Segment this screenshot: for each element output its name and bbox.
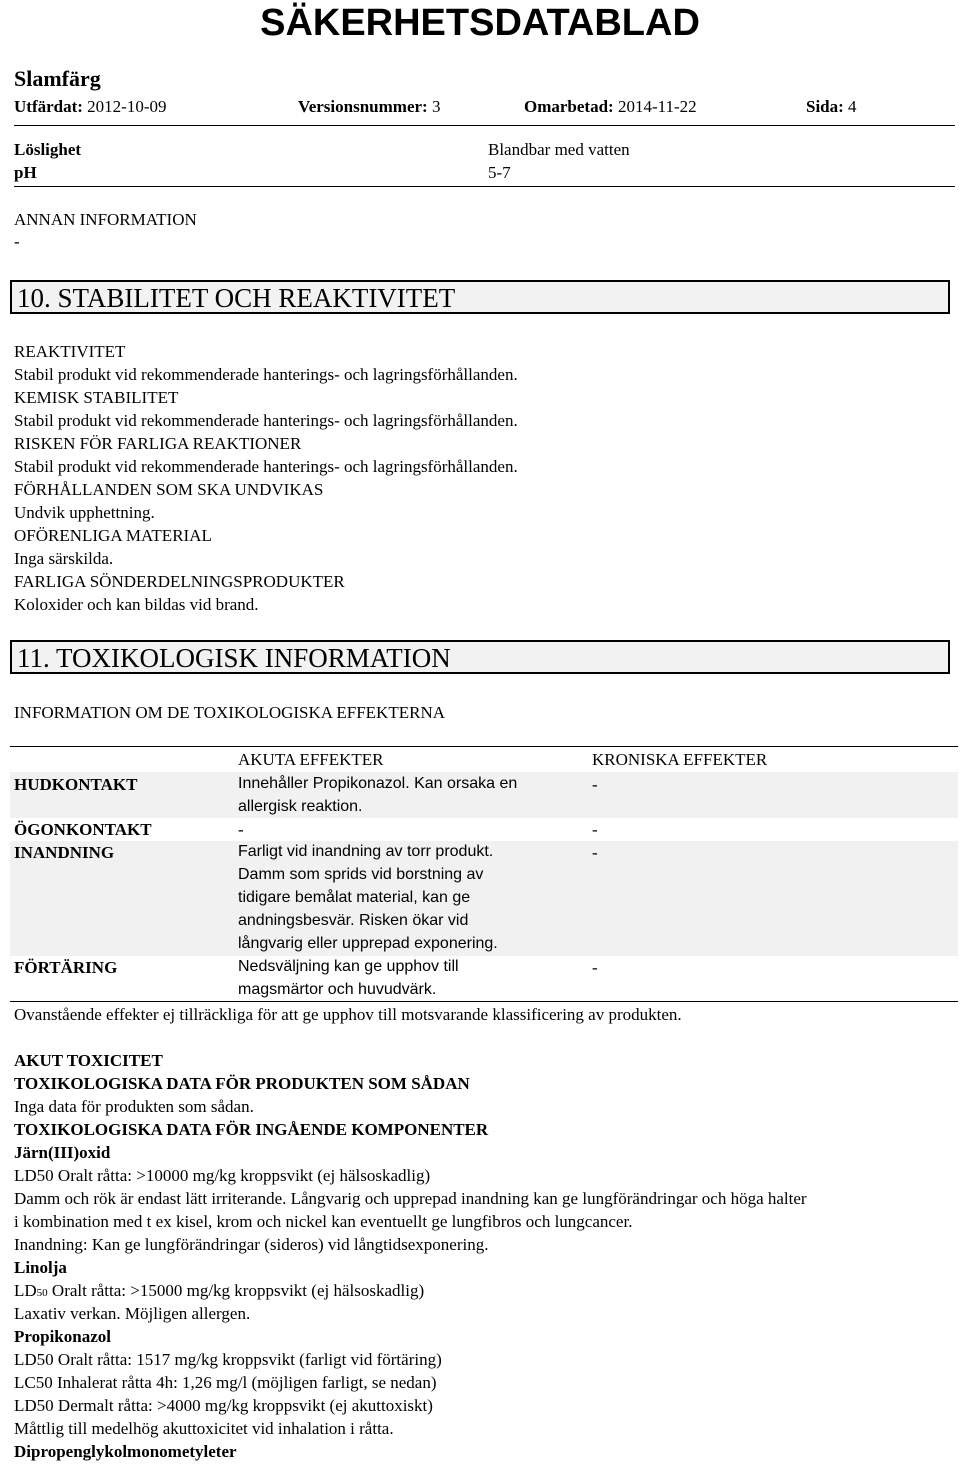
iron-oxide-line-3: i kombination med t ex kisel, krom och nickel kan eventuellt ge lungfibros och lungcancer. <box>14 1212 633 1231</box>
page-label: Sida: <box>806 97 844 116</box>
row-label-inhalation: INANDNING <box>14 843 115 862</box>
ld-subscript: 50 <box>36 1287 48 1299</box>
revised-value: 2014-11-22 <box>617 97 697 116</box>
chemical-stability-heading: KEMISK STABILITET <box>14 388 179 407</box>
decomposition-products-text: Koloxider och kan bildas vid brand. <box>14 595 259 614</box>
propiconazole-line-3: LD50 Dermalt råtta: >4000 mg/kg kroppsvikt (ej akuttoxiskt) <box>14 1396 433 1415</box>
solubility-value: Blandbar med vatten <box>488 140 630 159</box>
skin-acute-line-1: Innehåller Propikonazol. Kan orsaka en <box>238 775 518 792</box>
table-top-border <box>10 746 958 747</box>
row-label-ingestion: FÖRTÄRING <box>14 958 118 977</box>
version-value: 3 <box>431 97 441 116</box>
propiconazole-line-1: LD50 Oralt råtta: 1517 mg/kg kroppsvikt (farligt vid förtäring) <box>14 1350 442 1369</box>
ph-label: pH <box>14 163 37 182</box>
product-name: Slamfärg <box>14 66 101 91</box>
component-name-linseed-oil: Linolja <box>14 1258 67 1277</box>
iron-oxide-line-4: Inandning: Kan ge lungförändringar (sideros) vid långtidsexponering. <box>14 1235 489 1254</box>
ld-prefix: LD <box>14 1281 37 1300</box>
other-info-value: - <box>14 232 20 251</box>
revised-date <box>524 97 697 117</box>
linseed-oil-line-1: Laxativ verkan. Möjligen allergen. <box>14 1304 251 1323</box>
product-tox-heading: TOXIKOLOGISKA DATA FÖR PRODUKTEN SOM SÅDAN <box>14 1074 470 1093</box>
chemical-stability-text: Stabil produkt vid rekommenderade hanterings- och lagringsförhållanden. <box>14 411 518 430</box>
version-label: Versionsnummer: <box>298 97 428 116</box>
eye-acute: - <box>238 820 244 839</box>
incompatible-materials-heading: OFÖRENLIGA MATERIAL <box>14 526 212 545</box>
component-name-iron-oxide: Järn(III)oxid <box>14 1143 111 1162</box>
propiconazole-line-2: LC50 Inhalerat råtta 4h: 1,26 mg/l (möjligen farligt, se nedan) <box>14 1373 437 1392</box>
inhalation-acute-line-1: Farligt vid inandning av torr produkt. <box>238 843 494 860</box>
acute-toxicity-heading: AKUT TOXICITET <box>14 1051 163 1070</box>
conditions-avoid-text: Undvik upphettning. <box>14 503 155 522</box>
issued-date <box>14 97 167 117</box>
components-tox-heading: TOXIKOLOGISKA DATA FÖR INGÅENDE KOMPONENTER <box>14 1120 489 1139</box>
inhalation-acute-line-4: andningsbesvär. Risken ökar vid <box>238 912 469 929</box>
conditions-avoid-heading: FÖRHÅLLANDEN SOM SKA UNDVIKAS <box>14 480 324 499</box>
hazardous-reactions-text: Stabil produkt vid rekommenderade hanterings- och lagringsförhållanden. <box>14 457 518 476</box>
solubility-label: Löslighet <box>14 140 82 159</box>
row-label-skin: HUDKONTAKT <box>14 775 138 794</box>
version-number <box>298 97 440 117</box>
iron-oxide-line-2: Damm och rök är endast lätt irriterande. Långvarig och upprepad inandning kan ge lungförändringar och höga halter <box>14 1189 807 1208</box>
issued-label: Utfärdat: <box>14 97 83 116</box>
section-11-title: 11. TOXIKOLOGISK INFORMATION <box>17 643 451 673</box>
ingestion-acute-line-1: Nedsväljning kan ge upphov till <box>238 958 459 975</box>
section-10-title: 10. STABILITET OCH REAKTIVITET <box>17 283 456 313</box>
reactivity-heading: REAKTIVITET <box>14 342 126 361</box>
ingestion-acute-line-2: magsmärtor och huvudvärk. <box>238 981 437 998</box>
decomposition-products-heading: FARLIGA SÖNDERDELNINGSPRODUKTER <box>14 572 345 591</box>
linseed-oil-ld50-line <box>14 1281 424 1301</box>
reactivity-text: Stabil produkt vid rekommenderade hanterings- och lagringsförhållanden. <box>14 365 518 384</box>
col-chronic-header: KRONISKA EFFEKTER <box>592 750 768 769</box>
eye-chronic: - <box>592 820 598 839</box>
document-title: SÄKERHETSDATABLAD <box>260 2 700 44</box>
component-name-dpgme: Dipropenglykolmonometyleter <box>14 1442 237 1461</box>
revised-label: Omarbetad: <box>524 97 614 116</box>
ld-rest: Oralt råtta: >15000 mg/kg kroppsvikt (ej hälsoskadlig) <box>47 1281 425 1300</box>
skin-acute-line-2: allergisk reaktion. <box>238 798 363 815</box>
component-name-propiconazole: Propikonazol <box>14 1327 111 1346</box>
ingestion-chronic: - <box>592 958 598 977</box>
inhalation-acute-line-5: långvarig eller upprepad exponering. <box>238 935 498 952</box>
issued-value: 2012-10-09 <box>87 97 167 116</box>
ph-value: 5-7 <box>488 163 511 182</box>
inhalation-acute-line-3: tidigare bemålat material, kan ge <box>238 889 471 906</box>
col-acute-header: AKUTA EFFEKTER <box>238 750 384 769</box>
table-note: Ovanstående effekter ej tillräckliga för att ge upphov till motsvarande klassificering av produkten. <box>14 1005 682 1024</box>
section-10-header <box>10 280 950 314</box>
inhalation-acute-line-2: Damm som sprids vid borstning av <box>238 866 484 883</box>
propiconazole-line-4: Måttlig till medelhög akuttoxicitet vid inhalation i råtta. <box>14 1419 394 1438</box>
inhalation-chronic: - <box>592 843 598 862</box>
properties-divider <box>14 186 955 187</box>
hazardous-reactions-heading: RISKEN FÖR FARLIGA REAKTIONER <box>14 434 302 453</box>
skin-chronic: - <box>592 775 598 794</box>
incompatible-materials-text: Inga särskilda. <box>14 549 114 568</box>
page-value: 4 <box>848 97 857 116</box>
table-bottom-border <box>10 1001 958 1002</box>
product-tox-text: Inga data för produkten som sådan. <box>14 1097 254 1116</box>
iron-oxide-line-1: LD50 Oralt råtta: >10000 mg/kg kroppsvikt (ej hälsoskadlig) <box>14 1166 431 1185</box>
toxicological-effects-subtitle: INFORMATION OM DE TOXIKOLOGISKA EFFEKTERNA <box>14 703 445 722</box>
row-label-eye: ÖGONKONTAKT <box>14 820 152 839</box>
header-divider <box>14 125 955 126</box>
page-number <box>806 97 857 117</box>
section-11-header <box>10 640 950 674</box>
other-info-heading: ANNAN INFORMATION <box>14 210 197 229</box>
